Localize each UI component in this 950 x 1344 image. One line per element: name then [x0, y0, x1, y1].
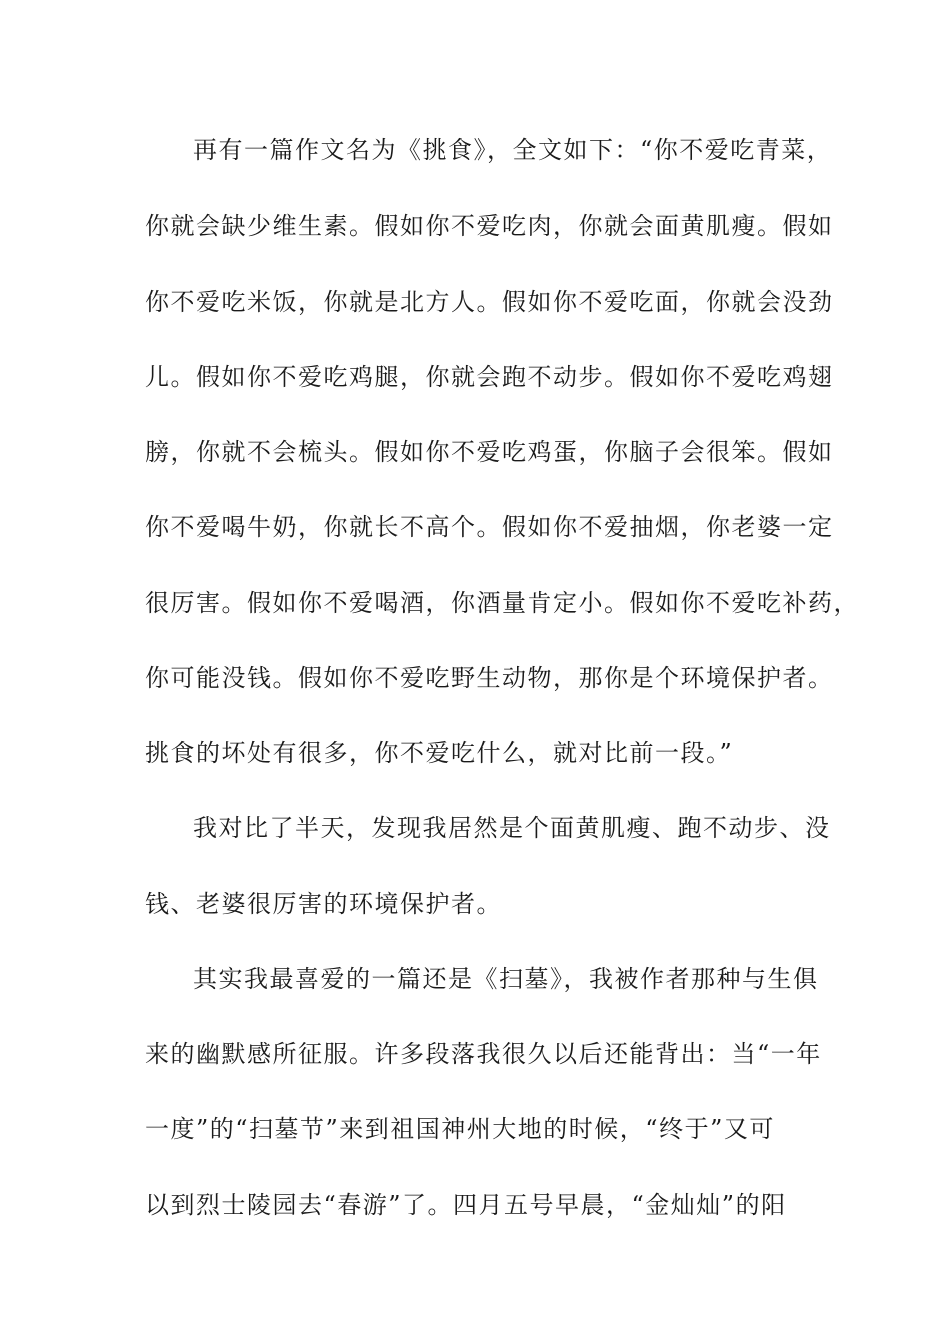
- paragraph-line: 挑食的坏处有很多，你不爱吃什么，就对比前一段。”: [145, 739, 734, 767]
- paragraph-line: 你就会缺少维生素。假如你不爱吃肉，你就会面黄肌瘦。假如: [145, 212, 834, 240]
- paragraph-line: 你可能没钱。假如你不爱吃野生动物，那你是个环境保护者。: [145, 664, 834, 692]
- paragraph-line: 来的幽默感所征服。许多段落我很久以后还能背出：当“一年: [145, 1040, 822, 1068]
- paragraph-line: 很厉害。假如你不爱喝酒，你酒量肯定小。假如你不爱吃补药，: [145, 589, 859, 617]
- paragraph-line: 钱、老婆很厉害的环境保护者。: [145, 890, 502, 918]
- paragraph-line: 你不爱吃米饭，你就是北方人。假如你不爱吃面，你就会没劲: [145, 288, 834, 316]
- paragraph-line: 再有一篇作文名为《挑食》，全文如下：“你不爱吃青菜，: [193, 136, 833, 164]
- paragraph-line: 其实我最喜爱的一篇还是《扫墓》，我被作者那种与生俱: [193, 965, 819, 993]
- paragraph-line: 膀，你就不会梳头。假如你不爱吃鸡蛋，你脑子会很笨。假如: [145, 438, 834, 466]
- paragraph-line: 儿。假如你不爱吃鸡腿，你就会跑不动步。假如你不爱吃鸡翅: [145, 363, 834, 391]
- paragraph-line: 我对比了半天，发现我居然是个面黄肌瘦、跑不动步、没: [193, 814, 831, 842]
- paragraph-line: 以到烈士陵园去“春游”了。四月五号早晨，“金灿灿”的阳: [145, 1191, 787, 1219]
- paragraph-line: 一度”的“扫墓节”来到祖国神州大地的时候，“终于”又可: [145, 1115, 775, 1143]
- paragraph-line: 你不爱喝牛奶，你就长不高个。假如你不爱抽烟，你老婆一定: [145, 513, 834, 541]
